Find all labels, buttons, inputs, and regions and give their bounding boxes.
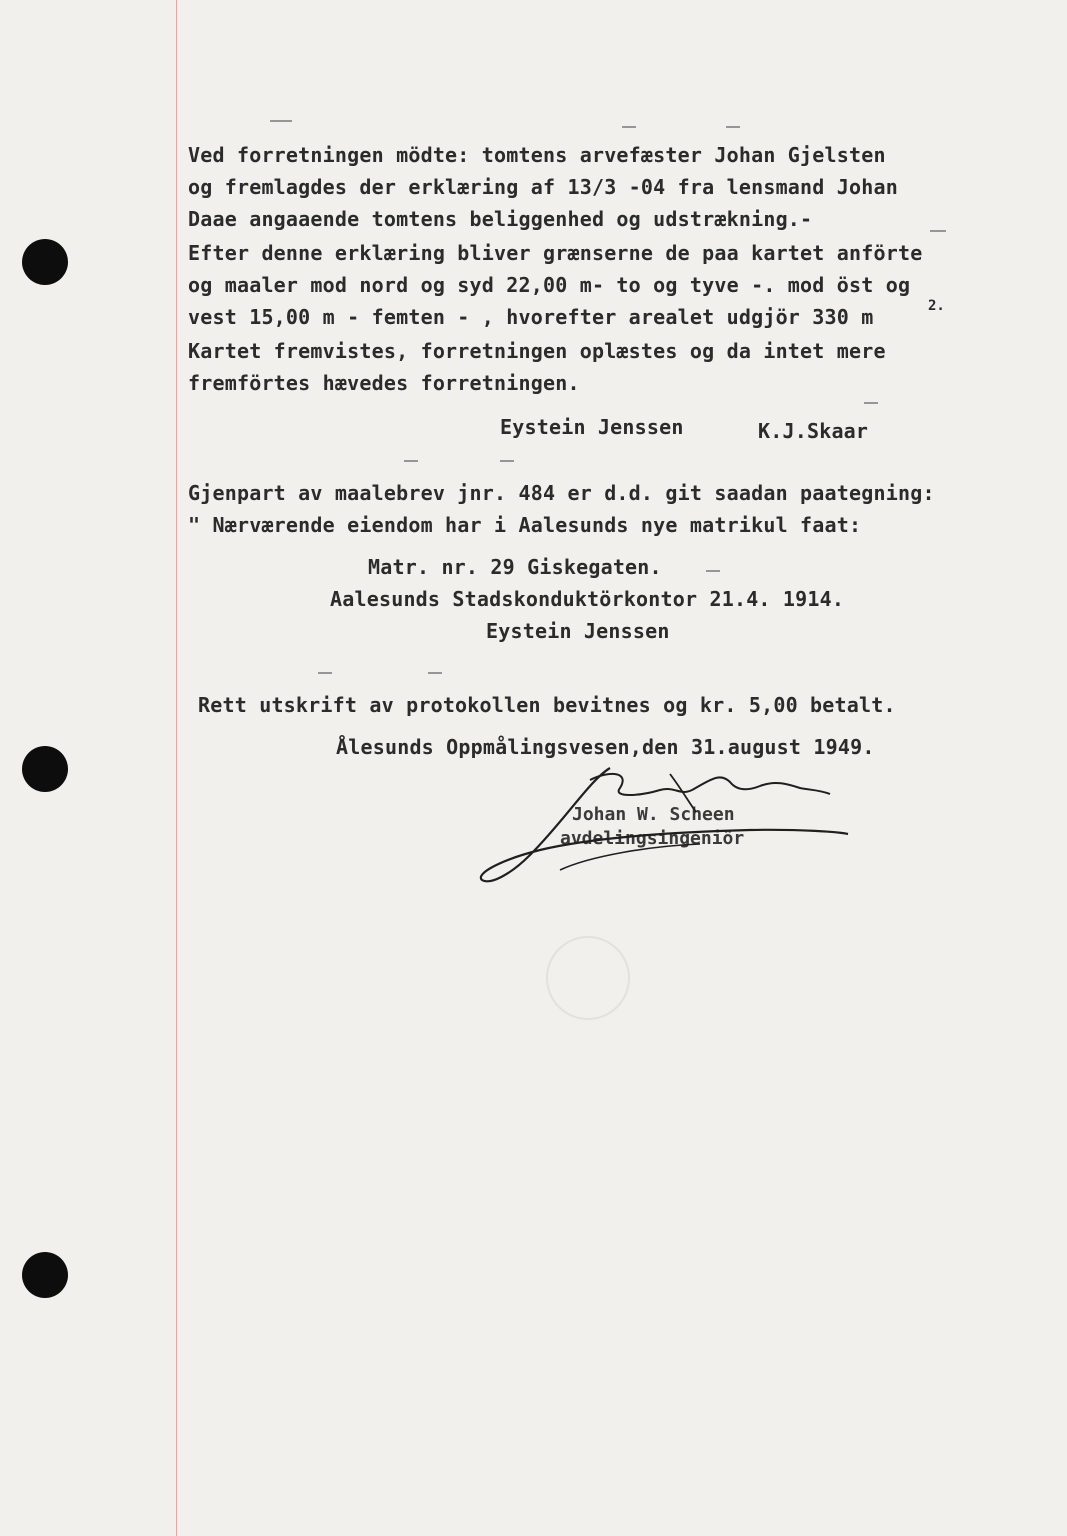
dash-mark	[318, 672, 332, 674]
dash-mark	[270, 120, 292, 122]
text-line: vest 15,00 m - femten - , hvorefter arealet udgjör 330 m	[188, 305, 874, 329]
dash-mark	[622, 126, 636, 128]
dash-mark	[726, 126, 740, 128]
faint-stamp-impression	[546, 936, 630, 1020]
text-line: Efter denne erklæring bliver grænserne de paa kartet anförte	[188, 241, 923, 265]
area-superscript: 2.	[928, 298, 945, 314]
punch-hole	[22, 746, 68, 792]
signatory-name: Johan W. Scheen	[572, 804, 735, 825]
handwritten-signature	[470, 760, 870, 900]
dash-mark	[930, 230, 946, 232]
signatory-title: avdelingsingeniör	[560, 828, 745, 849]
margin-rule	[176, 0, 177, 1536]
dash-mark	[864, 402, 878, 404]
text-line: Kartet fremvistes, forretningen oplæstes og da intet mere	[188, 339, 886, 363]
text-line: Daae angaaende tomtens beliggenhed og udstrækning.-	[188, 207, 813, 231]
text-line: fremförtes hævedes forretningen.	[188, 371, 580, 395]
text-line: Eystein Jenssen	[486, 619, 670, 643]
text-line: Rett utskrift av protokollen bevitnes og kr. 5,00 betalt.	[198, 693, 896, 717]
text-line: Ved forretningen mödte: tomtens arvefæster Johan Gjelsten	[188, 143, 886, 167]
dash-mark	[500, 460, 514, 462]
text-line: " Nærværende eiendom har i Aalesunds nye matrikul faat:	[188, 513, 862, 537]
text-line: og fremlagdes der erklæring af 13/3 -04 fra lensmand Johan	[188, 175, 898, 199]
dash-mark	[706, 570, 720, 572]
punch-hole	[22, 1252, 68, 1298]
text-line: og maaler mod nord og syd 22,00 m- to og tyve -. mod öst og	[188, 273, 911, 297]
text-line: Ålesunds Oppmålingsvesen,den 31.august 1949.	[336, 735, 875, 759]
text-line: Matr. nr. 29 Giskegaten.	[368, 555, 662, 579]
signature-name: Eystein Jenssen	[500, 415, 684, 439]
punch-hole	[22, 239, 68, 285]
dash-mark	[404, 460, 418, 462]
text-line: Gjenpart av maalebrev jnr. 484 er d.d. git saadan paategning:	[188, 481, 935, 505]
dash-mark	[428, 672, 442, 674]
signature-name: K.J.Skaar	[758, 419, 869, 443]
text-line: Aalesunds Stadskonduktörkontor 21.4. 1914.	[330, 587, 845, 611]
